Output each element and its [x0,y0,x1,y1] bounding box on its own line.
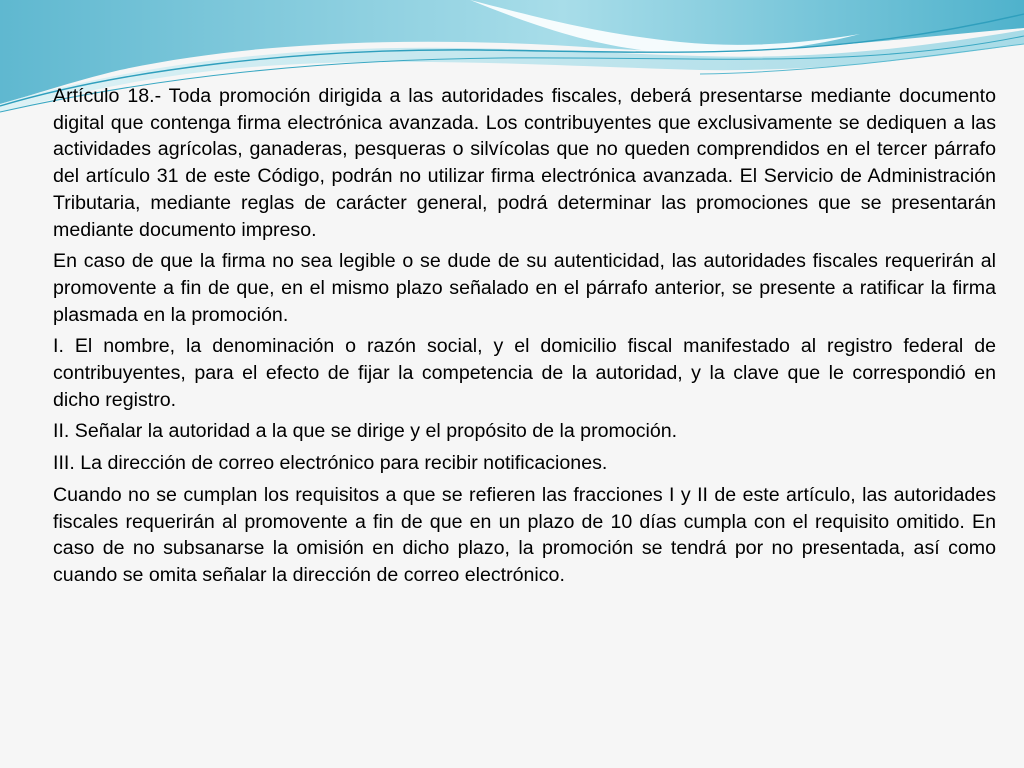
paragraph-noncompliance: Cuando no se cumplan los requisitos a que se refieren las fracciones I y II de este artículo, las autoridades fiscales requerirán al promovente a fin de que en un plazo de 10 días cumpla con el requisito omitido. En caso de no subsanarse la omisión en dicho plazo, la promoción se tendrá por no presentada, así como cuando se omita señalar la dirección de correo electrónico. [53,483,996,586]
paragraph-requirement-i: I. El nombre, la denominación o razón social, y el domicilio fiscal manifestado al registro federal de contribuyentes, para el efecto de fijar la competencia de la autoridad, y la clave que le correspondió en dicho registro. [53,335,996,411]
paragraph-signature-illegible: En caso de que la firma no sea legible o se dude de su autenticidad, las autoridades fiscales requerirán al promovente a fin de que, en el mismo plazo señalado en el párrafo anterior, se presente a ratificar la firma plasmada en la promoción. [53,250,996,326]
slide-body-text [53,83,996,594]
paragraph-requirement-iii: III. La dirección de correo electrónico para recibir notificaciones. [53,452,608,475]
paragraph-requirement-ii: II. Señalar la autoridad a la que se dirige y el propósito de la promoción. [53,420,678,443]
paragraph-article-18: Artículo 18.- Toda promoción dirigida a las autoridades fiscales, deberá presentarse mediante documento digital que contenga firma electrónica avanzada. Los contribuyentes que exclusivamente se dediquen a las actividades agrícolas, ganaderas, pesqueras o silvícolas que no queden comprendidos en el tercer párrafo del artículo 31 de este Código, podrán no utilizar firma electrónica avanzada. El Servicio de Administración Tributaria, mediante reglas de carácter general, podrá determinar las promociones que se presentarán mediante documento impreso. [53,85,996,241]
